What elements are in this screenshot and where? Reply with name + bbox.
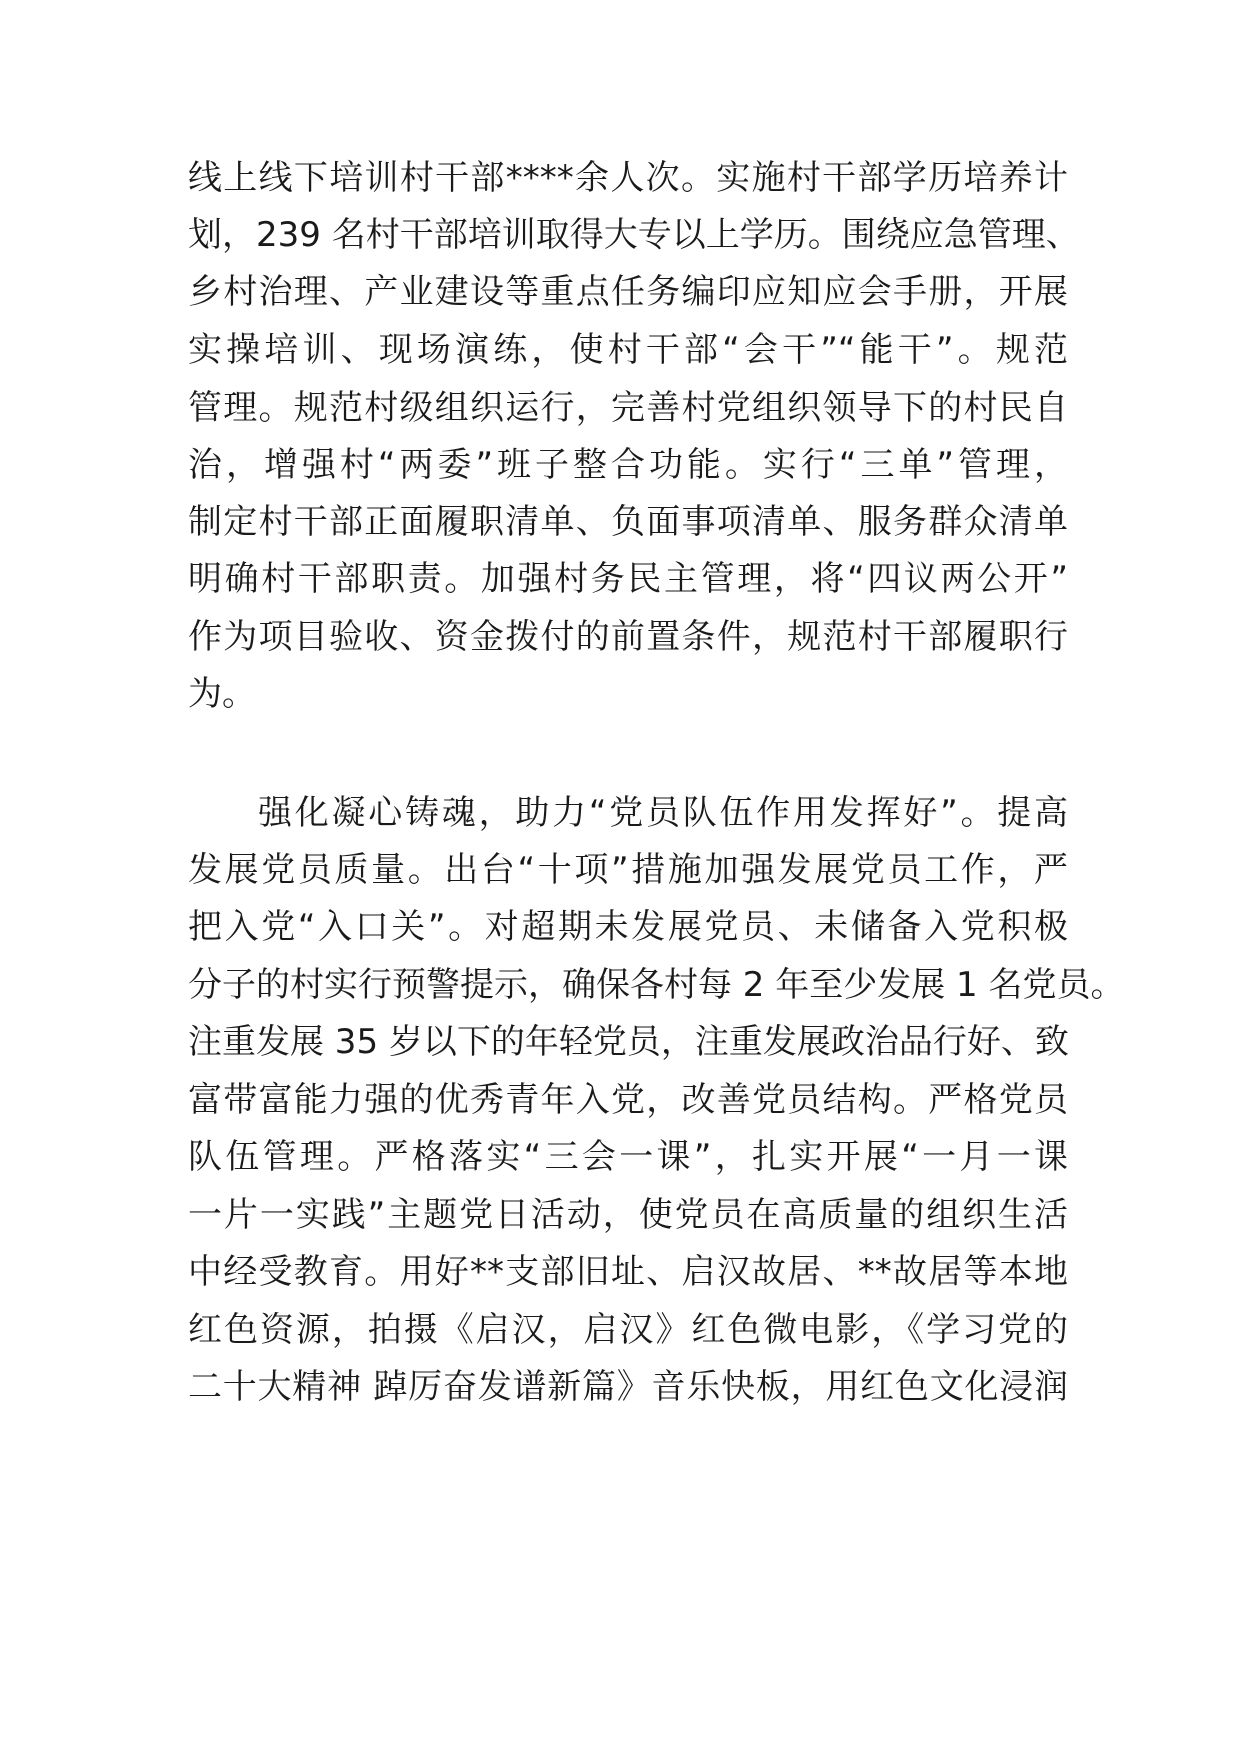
text-line: 实操培训、现场演练，使村干部“会干”“能干”。规范 (188, 330, 1068, 370)
text-line: 治，增强村“两委”班子整合功能。实行“三单”管理， (188, 445, 1068, 485)
text-line: 分子的村实行预警提示，确保各村每 2 年至少发展 1 名党员。 (188, 965, 1125, 1005)
text-line: 作为项目验收、资金拨付的前置条件，规范村干部履职行 (188, 617, 1068, 657)
text-line: 为。 (188, 674, 256, 714)
text-line: 明确村干部职责。加强村务民主管理，将“四议两公开” (188, 559, 1068, 599)
text-line: 一片一实践”主题党日活动，使党员在高质量的组织生活 (188, 1195, 1068, 1235)
text-line: 乡村治理、产业建设等重点任务编印应知应会手册，开展 (188, 272, 1068, 312)
text-line: 管理。规范村级组织运行，完善村党组织领导下的村民自 (188, 388, 1068, 428)
text-line: 中经受教育。用好**支部旧址、启汉故居、**故居等本地 (188, 1252, 1068, 1292)
text-line: 线上线下培训村干部****余人次。实施村干部学历培养计 (188, 158, 1068, 198)
text-line: 制定村干部正面履职清单、负面事项清单、服务群众清单 (188, 502, 1068, 542)
text-line: 注重发展 35 岁以下的年轻党员，注重发展政治品行好、致 (188, 1022, 1069, 1062)
text-line: 队伍管理。严格落实“三会一课”，扎实开展“一月一课 (188, 1137, 1068, 1177)
text-line: 把入党“入口关”。对超期未发展党员、未储备入党积极 (188, 907, 1068, 947)
text-line: 强化凝心铸魂，助力“党员队伍作用发挥好”。提高 (258, 793, 1068, 833)
text-line: 红色资源，拍摄《启汉，启汉》红色微电影，《学习党的 (188, 1310, 1068, 1350)
text-line: 二十大精神 踔厉奋发谱新篇》音乐快板，用红色文化浸润 (188, 1367, 1068, 1407)
text-line: 富带富能力强的优秀青年入党，改善党员结构。严格党员 (188, 1080, 1068, 1120)
text-line: 划，239 名村干部培训取得大专以上学历。围绕应急管理、 (188, 215, 1080, 255)
text-line: 发展党员质量。出台“十项”措施加强发展党员工作，严 (188, 850, 1068, 890)
